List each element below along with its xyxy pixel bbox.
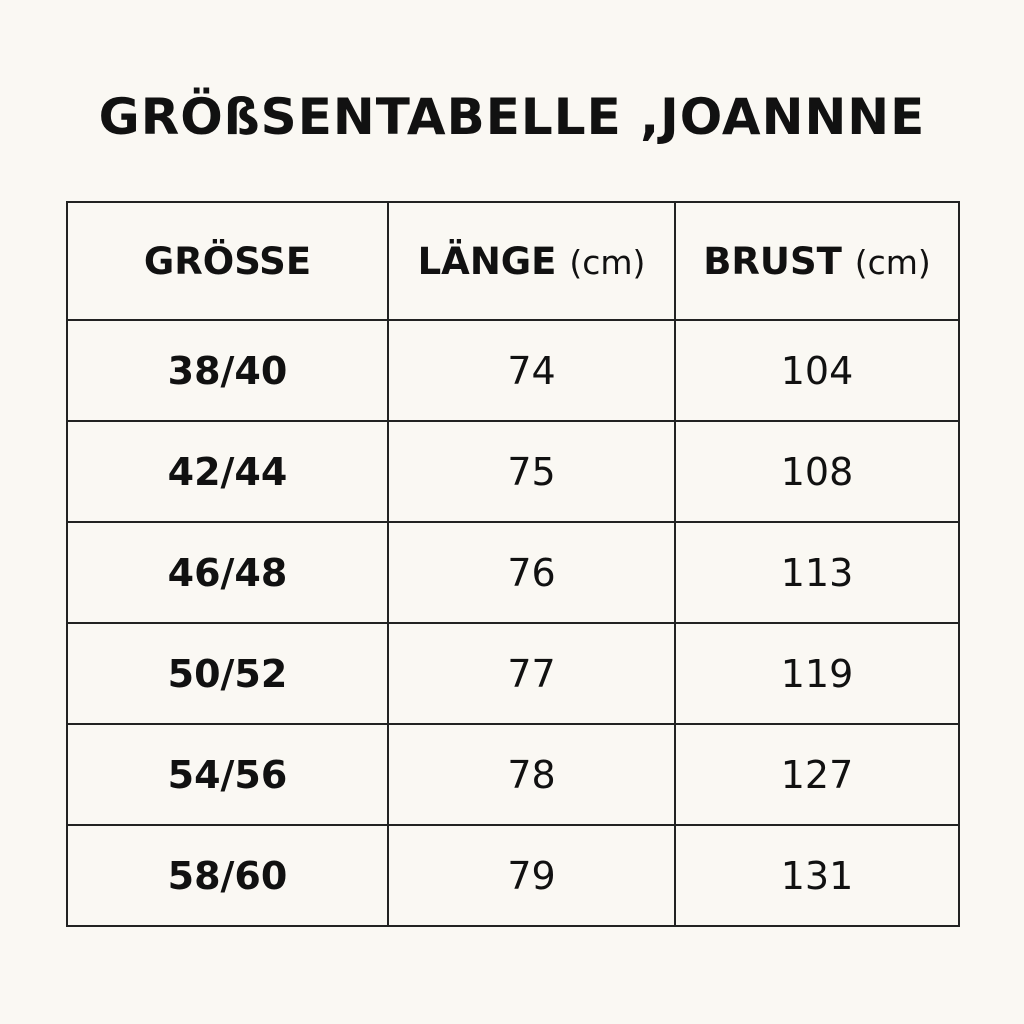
chest-cell: 108 (675, 421, 959, 522)
size-cell: 38/40 (67, 320, 388, 421)
header-length (388, 202, 675, 320)
length-cell: 75 (388, 421, 675, 522)
table-row (67, 421, 959, 522)
header-chest-unit: (cm) (854, 242, 931, 282)
size-cell: 58/60 (67, 825, 388, 926)
chest-cell: 104 (675, 320, 959, 421)
header-chest (675, 202, 959, 320)
length-cell: 76 (388, 522, 675, 623)
header-size (67, 202, 388, 320)
header-chest-label: BRUST (703, 239, 842, 283)
table-row (67, 320, 959, 421)
header-size-label: GRÖSSE (143, 239, 312, 283)
table-row (67, 522, 959, 623)
header-length-label: LÄNGE (417, 239, 557, 283)
size-cell: 46/48 (67, 522, 388, 623)
chest-cell: 119 (675, 623, 959, 724)
length-cell: 78 (388, 724, 675, 825)
table-row (67, 825, 959, 926)
length-cell: 74 (388, 320, 675, 421)
header-length-unit: (cm) (569, 242, 646, 282)
table-row (67, 623, 959, 724)
table-row (67, 724, 959, 825)
chest-cell: 113 (675, 522, 959, 623)
size-cell: 54/56 (67, 724, 388, 825)
chest-cell: 127 (675, 724, 959, 825)
table-header-row (67, 202, 959, 320)
size-cell: 50/52 (67, 623, 388, 724)
size-cell: 42/44 (67, 421, 388, 522)
chest-cell: 131 (675, 825, 959, 926)
length-cell: 79 (388, 825, 675, 926)
page-title: GRÖßSENTABELLE ,JOANNNE (98, 88, 926, 146)
length-cell: 77 (388, 623, 675, 724)
size-table (66, 201, 960, 927)
